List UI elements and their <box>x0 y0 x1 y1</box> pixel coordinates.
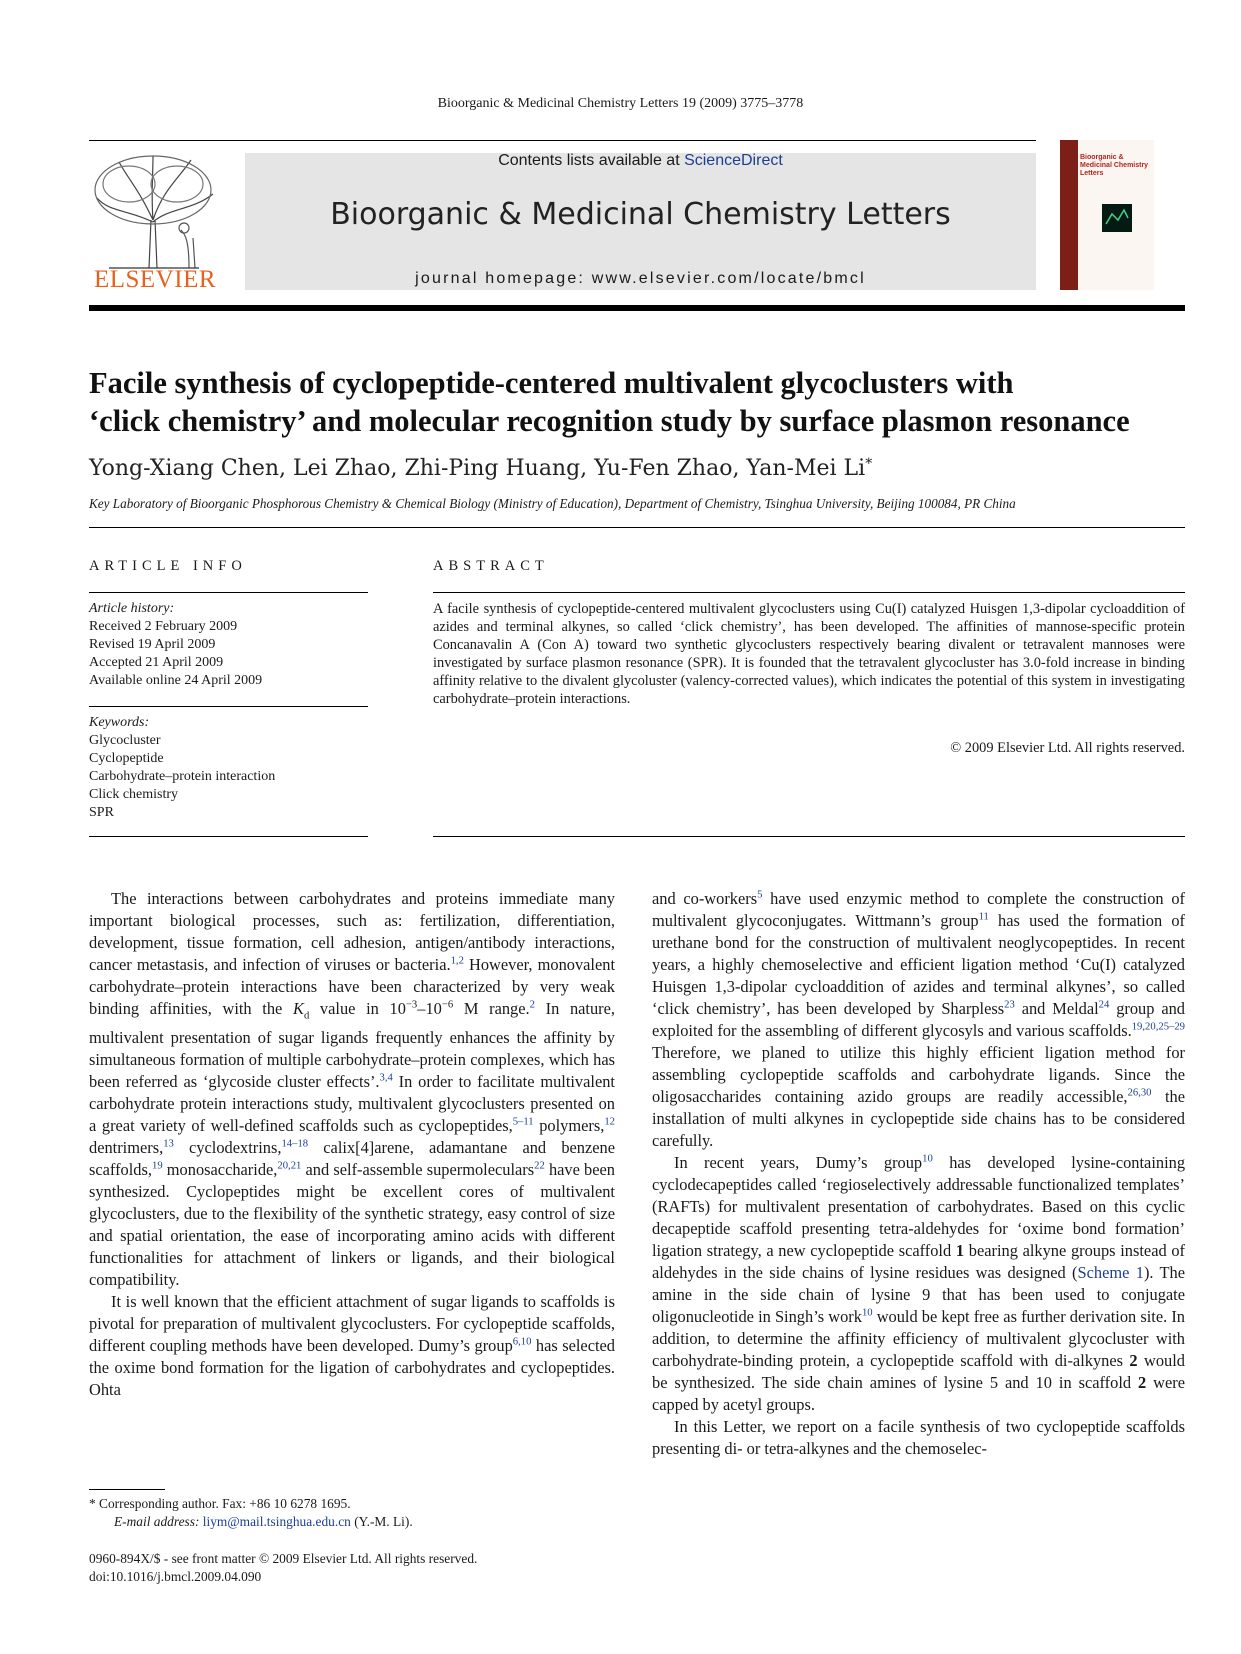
body-column-left <box>89 888 615 1401</box>
footnote-rule <box>89 1489 165 1490</box>
contents-prefix: Contents lists available at <box>498 152 685 169</box>
text-run: were capped by acetyl groups. <box>652 1373 1185 1414</box>
text-run: would be kept free as further derivation site. In addition, to determine the affinity efficiency of multivalent glycocluster with carbohydrate-binding protein, a cyclopeptide scaffold with di-alkynes <box>652 1307 1185 1370</box>
compound-number: 2 <box>1138 1373 1147 1392</box>
text-run: In order to facilitate multivalent carbohydrate protein interactions study, multivalent glycoclusters presented on a great variety of well-defined scaffolds such as cyclopeptides, <box>89 1072 615 1136</box>
contents-available-line <box>245 152 1036 170</box>
text-run: has selected the oxime bond formation for the ligation of carbohydrates and cyclopeptides. Ohta <box>89 1336 615 1400</box>
text-run: has developed lysine-containing cyclodecapeptides called ‘regioselectively addressable functionalized templates’ (RAFTs) for multivalent presentation of carbohydrates. Based on this cyclic decapeptide scaffold presenting tetra-aldehydes for ‘oxime bond formation’ ligation strategy, a new cyclopeptide scaffold <box>652 1153 1186 1260</box>
keyword-item: Click chemistry <box>89 787 179 802</box>
text-run: polymers, <box>533 1116 605 1136</box>
history-label: Article history: <box>89 601 175 616</box>
authors: Yong-Xiang Chen, Lei Zhao, Zhi-Ping Huang, Yu-Fen Zhao, Yan-Mei Li <box>89 456 866 481</box>
article-info-rule-top <box>89 592 368 593</box>
article-title-line-2: ‘click chemistry’ and molecular recognition study by surface plasmon resonance <box>89 404 1130 438</box>
abstract-heading: ABSTRACT <box>433 558 549 574</box>
journal-title: Bioorganic & Medicinal Chemistry Letters <box>330 197 951 232</box>
text-run: would be synthesized. The side chain amines of lysine 5 and 10 in scaffold <box>652 1351 1185 1392</box>
article-info-heading: ARTICLE INFO <box>89 558 247 574</box>
exponent: −3 <box>405 999 418 1011</box>
citation-ref[interactable]: 19 <box>151 1160 163 1172</box>
body-paragraph-4 <box>652 1416 1185 1460</box>
history-online: Available online 24 April 2009 <box>89 673 263 688</box>
keywords-label: Keywords: <box>89 715 150 730</box>
citation-ref[interactable]: 22 <box>534 1160 545 1172</box>
exponent: −6 <box>441 999 454 1011</box>
sciencedirect-link[interactable]: ScienceDirect <box>684 152 783 169</box>
citation-ref[interactable]: 12 <box>604 1116 615 1128</box>
article-history <box>89 600 262 690</box>
text-run: value in 10 <box>309 999 406 1018</box>
citation-ref[interactable]: 20,21 <box>277 1160 302 1172</box>
keyword-item: SPR <box>89 805 114 820</box>
citation-ref[interactable]: 1,2 <box>450 955 464 967</box>
body-column-right <box>652 888 1185 1460</box>
history-received: Received 2 February 2009 <box>89 619 238 634</box>
text-run: has used the formation of urethane bond for the construction of multivalent neoglycopeptides. In recent years, a highly chemoselective and efficient ligation method ‘Cu(I) catalyzed Huisgen 1,3-dipolar cycloaddition of azides and terminal alkynes’, so called ‘click chemistry’, has been developed by Sharpless <box>652 911 1185 1018</box>
citation-ref[interactable]: 24 <box>1098 999 1110 1011</box>
banner-bottom-rule <box>89 305 1185 311</box>
abstract-copyright: © 2009 Elsevier Ltd. All rights reserved. <box>950 740 1185 756</box>
scheme-1-link[interactable]: Scheme 1 <box>1077 1263 1144 1282</box>
body-paragraph-3 <box>652 1152 1185 1416</box>
citation-ref[interactable]: 11 <box>978 911 989 923</box>
doi-line[interactable]: doi:10.1016/j.bmcl.2009.04.090 <box>89 1569 262 1584</box>
text-run: cyclodextrins, <box>173 1138 282 1158</box>
history-accepted: Accepted 21 April 2009 <box>89 655 224 670</box>
text-run: M range. <box>453 999 530 1018</box>
affiliation-rule <box>89 527 1185 528</box>
text-run: In this Letter, we report on a facile synthesis of two cyclopeptide scaffolds presenting di- or tetra-alkynes and the chemoselec- <box>652 1417 1185 1458</box>
kd-subscript: d <box>303 1010 310 1022</box>
citation-ref[interactable]: 2 <box>529 999 535 1011</box>
keyword-item: Glycocluster <box>89 733 161 748</box>
citation-ref[interactable]: 14–18 <box>281 1138 309 1150</box>
text-run: dentrimers, <box>89 1138 164 1158</box>
keywords <box>89 714 275 822</box>
footnote-fax: Corresponding author. Fax: +86 10 6278 1695. <box>95 1496 351 1511</box>
citation-ref[interactable]: 3,4 <box>379 1072 393 1084</box>
corresponding-author-mark[interactable]: * <box>865 456 873 472</box>
body-paragraph-2 <box>89 1291 615 1401</box>
email-link[interactable]: liym@mail.tsinghua.edu.cn <box>202 1514 351 1529</box>
elsevier-wordmark: ELSEVIER <box>93 266 217 293</box>
article-info-rule-bottom <box>89 836 368 837</box>
text-run: monosaccharide, <box>162 1160 278 1180</box>
author-list <box>89 456 872 481</box>
email-label: E-mail address: <box>114 1514 203 1529</box>
citation-ref[interactable]: 26,30 <box>1127 1087 1152 1099</box>
text-run: –10 <box>417 999 442 1018</box>
issn-line: 0960-894X/$ - see front matter © 2009 Elsevier Ltd. All rights reserved. <box>89 1551 478 1566</box>
citation-ref[interactable]: 13 <box>163 1138 174 1150</box>
text-run: It is well known that the efficient attachment of sugar ligands to scaffolds is pivotal for preparation of multivalent glycoclusters. For cyclopeptide scaffolds, different coupling methods have been developed. Dumy’s group <box>89 1292 615 1356</box>
text-run: ). The amine in the side chain of lysine 9 that has been used to conjugate oligonucleotide in Singh’s work <box>652 1263 1185 1326</box>
corresponding-author-footnote <box>89 1495 413 1531</box>
citation-ref[interactable]: 10 <box>861 1307 873 1319</box>
text-run: and self-assemble supermoleculars <box>301 1160 535 1180</box>
citation-ref[interactable]: 23 <box>1004 999 1015 1011</box>
citation-ref[interactable]: 10 <box>922 1153 933 1165</box>
journal-homepage-link[interactable]: journal homepage: www.elsevier.com/locate/bmcl <box>415 270 866 287</box>
footnote-mark: * <box>89 1496 96 1511</box>
text-run: have used enzymic method to complete the construction of multivalent glycoconjugates. Wittmann’s group <box>652 889 1185 930</box>
citation-ref[interactable]: 5–11 <box>512 1116 534 1128</box>
cover-molecule-image <box>1102 204 1132 232</box>
text-run: calix[4]arene, adamantane and benzene scaffolds, <box>89 1138 616 1180</box>
kd-symbol: K <box>293 999 304 1018</box>
email-suffix: (Y.-M. Li). <box>350 1514 413 1529</box>
citation-ref[interactable]: 6,10 <box>512 1336 532 1348</box>
text-run: However, monovalent carbohydrate–protein interactions have been characterized by very weak binding affinities, with the <box>89 955 616 1018</box>
text-run: the installation of multi alkynes in cyclopeptide side chains has to be considered carefully. <box>652 1087 1185 1150</box>
text-run: bearing alkyne groups instead of aldehydes in the side chains of lysine residues was designed ( <box>652 1241 1185 1282</box>
article-title-line-1: Facile synthesis of cyclopeptide-centered multivalent glycoclusters with <box>89 366 1014 400</box>
text-run: and Meldal <box>1014 999 1099 1018</box>
compound-number: 2 <box>1129 1351 1138 1370</box>
article-title <box>89 364 1189 440</box>
running-header: Bioorganic & Medicinal Chemistry Letters 19 (2009) 3775–3778 <box>437 96 804 111</box>
abstract-rule-bottom <box>433 836 1185 837</box>
text-run: In recent years, Dumy’s group <box>674 1153 923 1172</box>
text-run: Therefore, we planed to utilize this highly efficient ligation method for assembling cyclopeptide scaffolds and carbohydrate ligands. Since the oligosaccharides containing azido groups are readily accessible, <box>652 1043 1185 1106</box>
text-run: have been synthesized. Cyclopeptides might be excellent cores of multivalent glycoclusters, due to the flexibility of the synthetic strategy, easy control of size and spatial orientation, the ease of incorporating amino acids with different functionalities for attachment of linkers or ligands, and their biological compatibility. <box>89 1160 615 1290</box>
banner-top-rule <box>89 140 1036 141</box>
front-matter-info <box>89 1550 477 1586</box>
citation-ref[interactable]: 19,20,25–29 <box>1131 1021 1185 1033</box>
journal-cover-thumbnail <box>1060 140 1154 290</box>
compound-number: 1 <box>955 1241 965 1260</box>
text-run: and co-workers <box>652 889 758 908</box>
history-revised: Revised 19 April 2009 <box>89 637 216 652</box>
citation-ref[interactable]: 5 <box>757 889 763 901</box>
text-run: The interactions between carbohydrates and proteins immediate many important biological processes, such as: fertilization, differentiation, development, tissue formation, cell adhesion, antigen/antibody interactions, cancer metastasis, and infection of viruses or bacteria. <box>89 889 615 974</box>
abstract-rule-top <box>433 592 1185 593</box>
article-info-rule-mid <box>89 706 368 707</box>
body-paragraph-1 <box>89 888 615 1291</box>
body-paragraph-2-cont <box>652 888 1185 1152</box>
keyword-item: Cyclopeptide <box>89 751 164 766</box>
abstract-text: A facile synthesis of cyclopeptide-centered multivalent glycoclusters using Cu(I) catalyzed Huisgen 1,3-dipolar cycloaddition of azides and terminal alkynes, so called ‘click chemistry’, has been developed. The affinities of mannose-specific protein Concanavalin A (Con A) toward two synthetic glycoclusters respectively bearing divalent or tetravalent mannoses were investigated by surface plasmon resonance (SPR). It is founded that the tetravalent glycocluster has 3.0-fold increase in binding affinity relative to the divalent glycoluster (valency-corrected values), which indicates the potential of this system in investigating carbohydrate–protein interactions. <box>433 601 1185 707</box>
cover-title: Bioorganic & Medicinal Chemistry Letters <box>1080 154 1149 177</box>
keyword-item: Carbohydrate–protein interaction <box>89 769 276 784</box>
affiliation: Key Laboratory of Bioorganic Phosphorous Chemistry & Chemical Biology (Ministry of Education), Department of Chemistry, Tsinghua University, Beijing 100084, PR China <box>89 496 1016 511</box>
text-run: group and exploited for the assembling of different glycosyls and various scaffolds. <box>652 999 1185 1040</box>
text-run: In nature, multivalent presentation of sugar ligands frequently enhances the affinity by simultaneous formation of multiple carbohydrate–protein complexes, which has been referred as ‘glycoside cluster effects’. <box>89 999 616 1092</box>
